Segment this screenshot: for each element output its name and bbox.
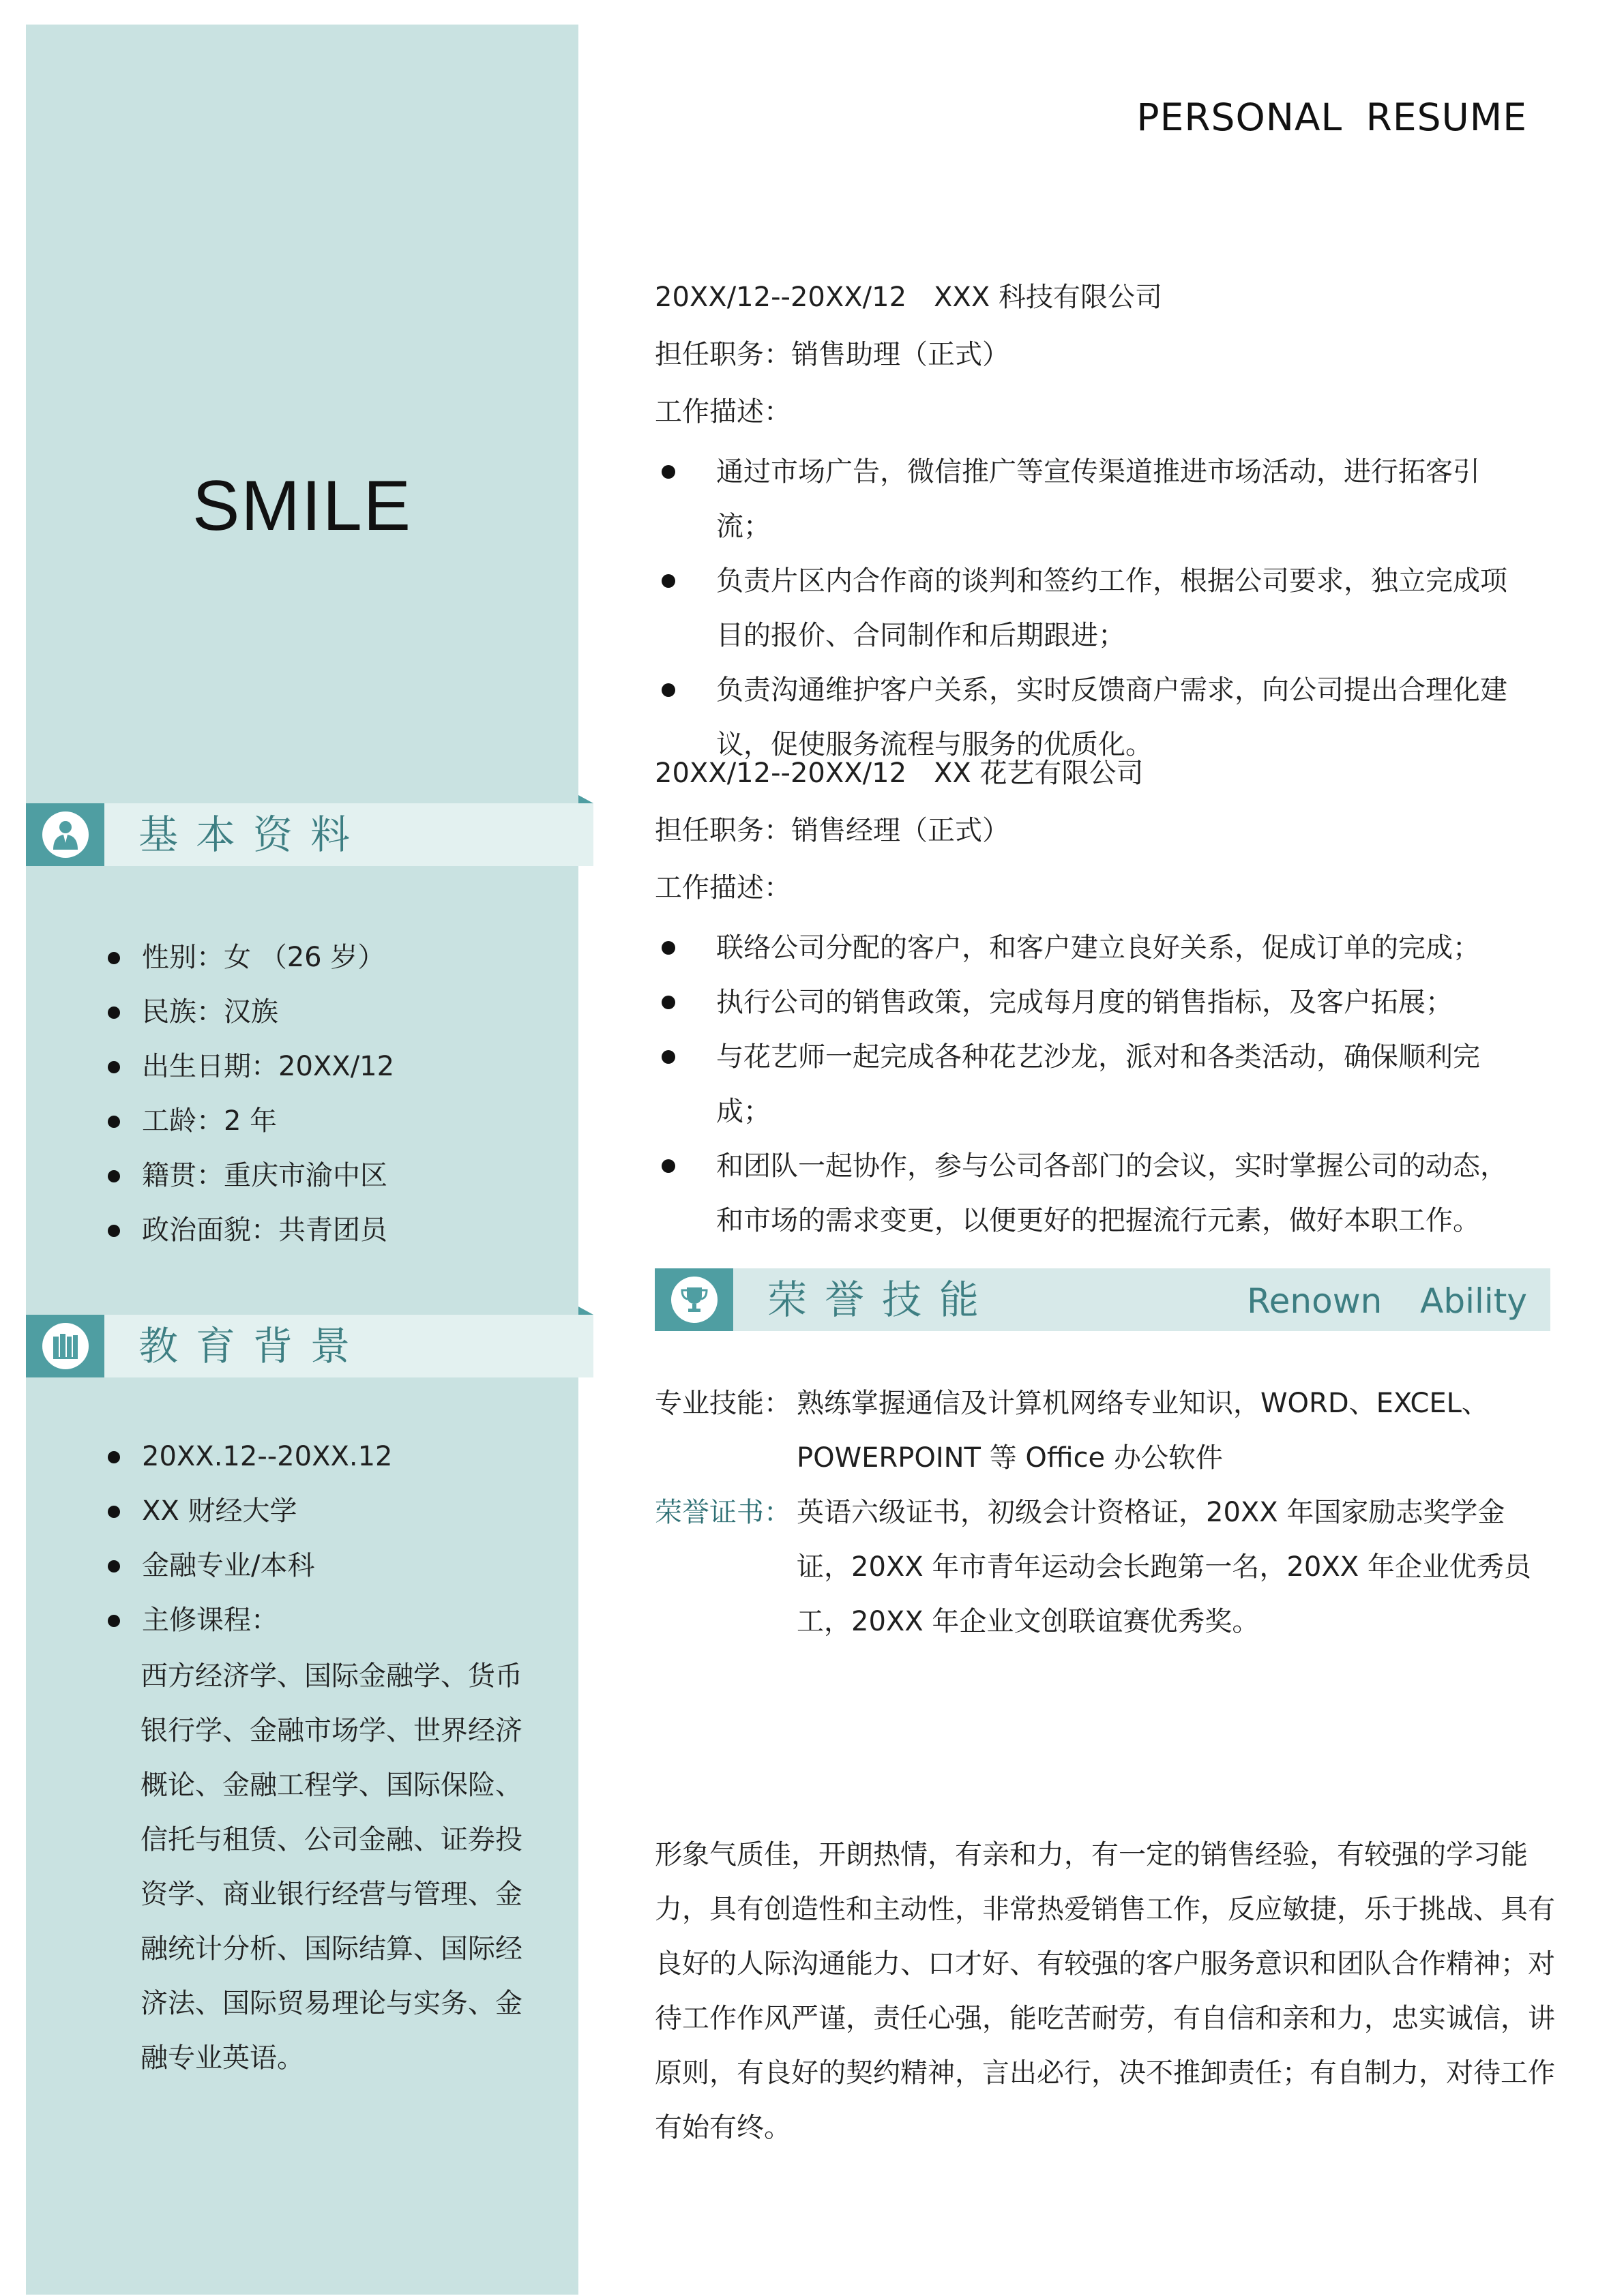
list-item: 通过市场广告，微信推广等宣传渠道推进市场活动，进行拓客引流；: [655, 445, 1521, 554]
bullet-dot: [108, 1451, 120, 1463]
header-tab: [578, 1307, 593, 1315]
list-item: 与花艺师一起完成各种花艺沙龙，派对和各类活动，确保顺利完成；: [655, 1030, 1521, 1139]
list-item: 联络公司分配的客户，和客户建立良好关系，促成订单的完成；: [655, 921, 1521, 975]
profile-name: SMILE: [192, 466, 413, 546]
job-entry: [655, 269, 1555, 772]
list-item: 金融专业/本科: [102, 1538, 393, 1593]
header-tab: [578, 795, 593, 803]
bullet-dot: [108, 1225, 120, 1237]
list-item: 执行公司的销售政策，完成每月度的销售指标，及客户拓展；: [655, 975, 1521, 1030]
courses-text: 西方经济学、国际金融学、货币银行学、金融市场学、世界经济概论、金融工程学、国际保险、信托与租赁、公司金融、证券投资学、商业银行经营与管理、金融统计分析、国际结算、国际经济法、国际贸易理论与实务、金融专业英语。: [141, 1660, 522, 2074]
certs-row: [655, 1485, 1555, 1649]
job-period: 20XX/12--20XX/12: [655, 758, 907, 789]
list-item: 负责沟通维护客户关系，实时反馈商户需求，向公司提出合理化建议，促使服务流程与服务的优质化。: [655, 663, 1521, 772]
bullet-dot: [108, 952, 120, 964]
user-icon: [42, 811, 89, 858]
education-header: [26, 1315, 593, 1377]
bullet-dot: [108, 1506, 120, 1518]
basic-info-title: 基本资料: [138, 811, 368, 858]
bullet-dot: [662, 1050, 675, 1064]
list-item: 性别：女 （26 岁）: [102, 930, 394, 985]
bullet-dot: [108, 1615, 120, 1627]
job-period: 20XX/12--20XX/12: [655, 282, 907, 313]
job-bullets: [655, 921, 1555, 1248]
job-company: XXX 科技有限公司: [934, 282, 1162, 313]
job-desc-label: 工作描述：: [655, 396, 791, 428]
honors-icon-box: [655, 1268, 733, 1331]
skills-text: 熟练掌握通信及计算机网络专业知识，WORD、EXCEL、POWERPOINT 等 Office 办公软件: [797, 1388, 1489, 1474]
honors-header: [655, 1268, 1550, 1331]
bullet-dot: [662, 683, 675, 697]
list-item: 负责片区内合作商的谈判和签约工作，根据公司要求，独立完成项目的报价、合同制作和后期跟进；: [655, 554, 1521, 663]
list-item: 主修课程：: [102, 1593, 393, 1648]
job-period-line: [655, 745, 1555, 802]
honors-title: 荣誉技能: [767, 1277, 997, 1323]
bullet-dot: [662, 1159, 675, 1173]
job-position: 担任职务：销售经理（正式）: [655, 815, 1009, 846]
list-item: 工龄：2 年: [102, 1094, 394, 1148]
bullet-dot: [108, 1560, 120, 1572]
education-icon-box: [26, 1315, 104, 1377]
honors-title-en: Renown Ability: [1247, 1281, 1527, 1321]
list-item: 和团队一起协作，参与公司各部门的会议，实时掌握公司的动态，和市场的需求变更，以便更好的把握流行元素，做好本职工作。: [655, 1139, 1521, 1248]
trophy-icon: [671, 1277, 718, 1323]
basic-info-icon-box: [26, 803, 104, 866]
education-list: [102, 1429, 393, 1648]
bullet-dot: [108, 1170, 120, 1182]
basic-info-list: [102, 930, 394, 1257]
job-period-line: [655, 269, 1555, 326]
certs-text: 英语六级证书，初级会计资格证，20XX 年国家励志奖学金证，20XX 年市青年运动会长跑第一名，20XX 年企业优秀员工，20XX 年企业文创联谊赛优秀奖。: [797, 1497, 1531, 1637]
books-icon: [42, 1323, 89, 1369]
skills-label: 专业技能：: [655, 1388, 791, 1419]
skills-row: [655, 1376, 1555, 1485]
list-item: 20XX.12--20XX.12: [102, 1429, 393, 1484]
bullet-dot: [662, 465, 675, 479]
page-title: PERSONAL RESUME: [1136, 95, 1527, 139]
basic-info-header: [26, 803, 593, 866]
bullet-dot: [108, 1061, 120, 1073]
bullet-dot: [108, 1116, 120, 1128]
list-item: 民族：汉族: [102, 985, 394, 1039]
certs-label: 荣誉证书：: [655, 1497, 791, 1528]
bullet-dot: [662, 941, 675, 955]
bullet-dot: [662, 996, 675, 1009]
honors-content: [655, 1376, 1555, 1649]
job-desc-label: 工作描述：: [655, 872, 791, 904]
bullet-dot: [108, 1007, 120, 1019]
job-company: XX 花艺有限公司: [934, 758, 1144, 789]
list-item: 政治面貌：共青团员: [102, 1203, 394, 1257]
self-evaluation-text: 形象气质佳，开朗热情，有亲和力，有一定的销售经验，有较强的学习能力，具有创造性和主动性，非常热爱销售工作，反应敏捷，乐于挑战、具有良好的人际沟通能力、口才好、有较强的客户服务意识和团队合作精神；对待工作作风严谨，责任心强，能吃苦耐劳，有自信和亲和力，忠实诚信，讲原则，有良好的契约精神，言出必行，决不推卸责任；有自制力，对待工作有始有终。: [655, 1839, 1555, 2143]
list-item: 出生日期：20XX/12: [102, 1039, 394, 1094]
job-entry: [655, 745, 1555, 1248]
list-item: XX 财经大学: [102, 1484, 393, 1538]
list-item: 籍贯：重庆市渝中区: [102, 1148, 394, 1203]
bullet-dot: [662, 574, 675, 588]
job-bullets: [655, 445, 1555, 772]
education-title: 教育背景: [138, 1323, 368, 1369]
job-position: 担任职务：销售助理（正式）: [655, 339, 1009, 370]
